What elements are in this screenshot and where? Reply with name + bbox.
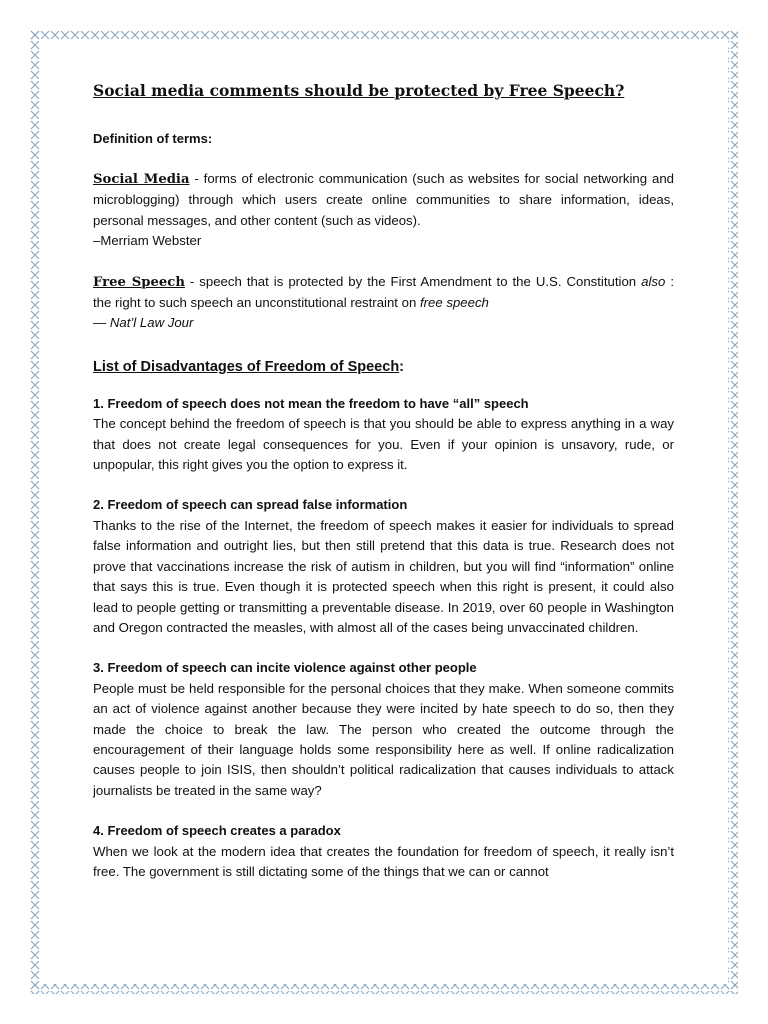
disadvantages-heading-suffix: :	[399, 358, 405, 375]
list-item	[93, 394, 674, 476]
disadvantages-heading-text: List of Disadvantages of Freedom of Speech	[93, 358, 400, 375]
social-media-source: –Merriam Webster	[93, 233, 202, 249]
also-text: : the right to such speech an unconstitutional restraint on	[93, 273, 674, 311]
free-speech-definition	[93, 272, 674, 334]
document-title: Social media comments should be protected by Free Speech?	[93, 81, 625, 100]
item-title: 1. Freedom of speech does not mean the freedom to have “all” speech	[93, 395, 529, 411]
list-item	[93, 658, 674, 801]
free-speech-term: Free Speech	[93, 274, 185, 290]
item-body: People must be held responsible for the personal choices that they make. When someone commits an act of violence against another because they were incited by hate speech to do so, then they made the choice to break the law. The person who created the outcome through the encouragement of their language holds some responsibility here as well. If online radicalization causes people to join ISIS, then shouldn’t political radicalization that causes individuals to attack journalists be treated in the same way?	[93, 680, 674, 798]
item-title: 2. Freedom of speech can spread false information	[93, 497, 408, 513]
item-body: The concept behind the freedom of speech is that you should be able to express anything in a way that does not create legal consequences for you. Even if your opinion is unsavory, rude, or unpopular, this right gives you the option to express it.	[93, 416, 674, 473]
social-media-definition-text: - forms of electronic communication (such as websites for social networking and microblogging) through which users create online communities to share information, ideas, personal messages, and other content (such as videos).	[93, 171, 674, 228]
also-italic: free speech	[419, 295, 489, 311]
list-item	[93, 821, 674, 882]
free-speech-source: — Nat’l Law Jour	[93, 315, 194, 331]
item-body: Thanks to the rise of the Internet, the freedom of speech makes it easier for individuals to spread false information and outright lies, but then still pretend that this data is true. Research does not prove that vaccinations increase the risk of autism in children, but you will find “information” online that says this is true. Even though it is protected speech when this right is present, it could also lead to people getting or transmitting a preventable disease. In 2019, over 60 people in Washington and Oregon contracted the measles, with almost all of the cases being unvaccinated children.	[93, 517, 674, 635]
item-title: 3. Freedom of speech can incite violence against other people	[93, 660, 477, 676]
disadvantages-heading	[93, 356, 674, 378]
social-media-definition	[93, 169, 674, 252]
social-media-term: Social Media	[93, 172, 190, 187]
item-body: When we look at the modern idea that creates the foundation for freedom of speech, it really isn’t free. The government is still dictating some of the things that we can or cannot	[93, 843, 674, 879]
document-page	[93, 80, 674, 902]
definition-heading: Definition of terms:	[93, 131, 213, 146]
item-title: 4. Freedom of speech creates a paradox	[93, 823, 341, 839]
list-item	[93, 495, 674, 638]
free-speech-definition-text: - speech that is protected by the First Amendment to the U.S. Constitution	[184, 273, 637, 289]
also-label: also	[641, 273, 666, 289]
